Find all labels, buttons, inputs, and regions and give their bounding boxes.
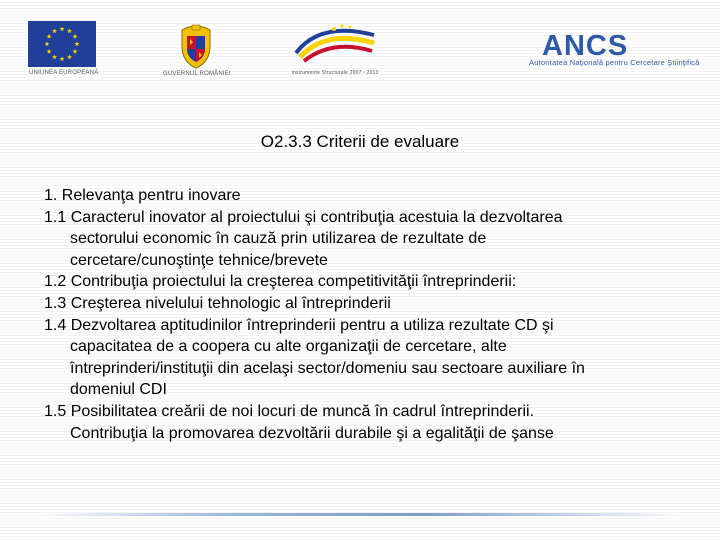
- structural-instruments-caption: Instrumente Structurale 2007 - 2013: [291, 70, 379, 76]
- criterion-line: întreprinderi/instituţii din acelaşi sector/domeniu sau sectoare auxiliare în: [70, 359, 585, 377]
- criterion-line: 1.3 Creşterea nivelului tehnologic al întreprinderii: [44, 294, 391, 312]
- ancs-logo: [540, 30, 664, 58]
- criterion-line: domeniul CDI: [70, 381, 167, 399]
- criterion-line: Contribuţia la promovarea dezvoltării durabile şi a egalităţii de şanse: [70, 424, 554, 442]
- ancs-wordmark: ANCS: [542, 30, 629, 58]
- eu-flag-logo: [28, 21, 96, 67]
- section-heading: 1. Relevanţa pentru inovare: [44, 187, 241, 204]
- criterion-line: 1.4 Dezvoltarea aptitudinilor întreprinderii pentru a utiliza rezultate CD şi: [44, 316, 554, 334]
- criterion-line: 1.1 Caracterul inovator al proiectului şi contribuţia acestuia la dezvoltarea: [44, 208, 563, 226]
- structural-instruments-logo: [290, 17, 380, 69]
- government-caption: GUVERNUL ROMÂNIEI: [163, 71, 231, 77]
- criterion-line: 1.5 Posibilitatea creării de noi locuri de muncă în cadrul întreprinderii.: [44, 402, 535, 420]
- eu-caption: UNIUNEA EUROPEANĂ: [29, 70, 99, 76]
- slide-title: O2.3.3 Criterii de evaluare: [260, 132, 460, 151]
- criterion-line: sectorului economic în cauză prin utilizarea de rezultate de: [70, 230, 487, 248]
- criterion-line: 1.2 Contribuţia proiectului la creşterea competitivităţii întreprinderii:: [44, 273, 517, 291]
- ancs-caption: Autoritatea Naţională pentru Cercetare Ştiinţifică: [529, 58, 700, 67]
- government-coat-of-arms-logo: [176, 24, 216, 70]
- criterion-line: cercetare/cunoştinţe tehnice/brevete: [70, 251, 328, 269]
- logo-bar: [0, 0, 720, 92]
- criterion-line: capacitatea de a coopera cu alte organizaţii de cercetare, alte: [70, 338, 507, 356]
- criteria-list: [44, 185, 664, 444]
- bottom-divider: [40, 513, 680, 516]
